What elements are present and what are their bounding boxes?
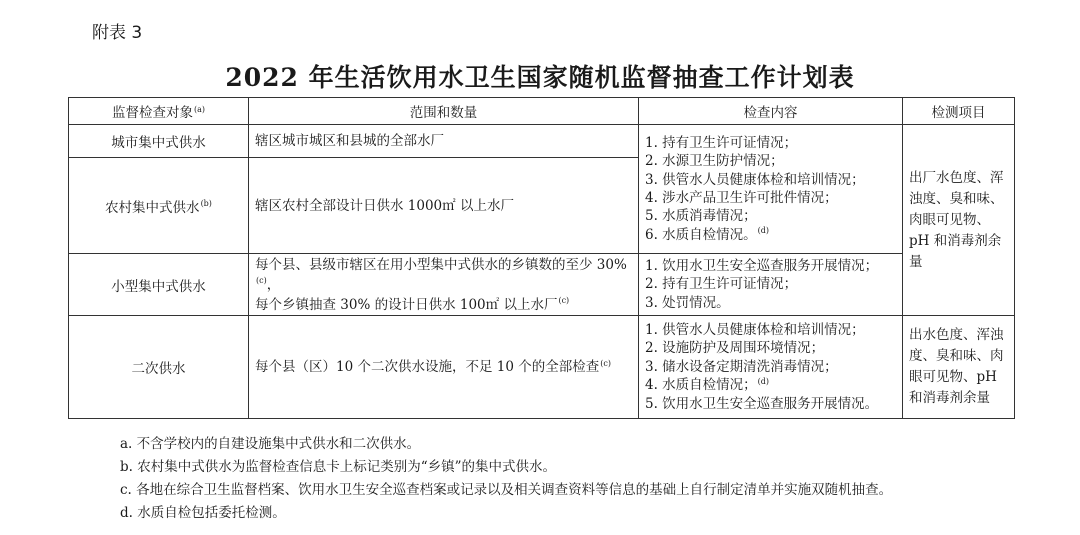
content-line: 5. 水质消毒情况；	[645, 208, 757, 225]
items-cell: 出水色度、浑浊度、臭和味、肉眼可见物、pH 和消毒剂余量	[903, 316, 1015, 419]
content-line: 2. 设施防护及周围环境情况；	[645, 340, 825, 357]
object-cell: 二次供水	[69, 316, 249, 419]
content-line-text: 6. 水质自检情况。	[645, 226, 757, 243]
content-cell	[639, 125, 903, 254]
scope-cell	[249, 254, 639, 316]
content-line: 5. 饮用水卫生安全巡查服务开展情况。	[645, 395, 879, 412]
content-line-text: 4. 水质自检情况；	[645, 377, 757, 394]
header-items: 检测项目	[903, 98, 1015, 125]
header-content: 检查内容	[639, 98, 903, 125]
scope-cell	[249, 316, 639, 419]
content-line: 3. 处罚情况。	[645, 294, 730, 311]
content-line: 3. 供管水人员健康体检和培训情况；	[645, 171, 865, 188]
object-cell: 小型集中式供水	[69, 254, 249, 316]
content-line: 3. 储水设备定期清洗消毒情况；	[645, 358, 838, 375]
content-line	[645, 376, 896, 394]
footnote-item: c. 各地在综合卫生监督档案、饮用水卫生安全巡查档案或记录以及相关调查资料等信息的基础上自行制定清单并实施双随机抽查。	[120, 482, 893, 498]
header-object-note: (a)	[193, 104, 205, 114]
header-object	[69, 98, 249, 125]
footnotes	[120, 433, 892, 525]
object-cell	[69, 158, 249, 254]
content-cell	[639, 316, 903, 419]
table-header-row	[69, 98, 1015, 125]
footnote-marker: (d)	[757, 226, 770, 236]
table-row	[69, 125, 1015, 158]
content-line: 1. 持有卫生许可证情况；	[645, 134, 798, 151]
table-row	[69, 254, 1015, 316]
footnote-item: d. 水质自检包括委托检测。	[120, 505, 286, 521]
footnote-marker: (b)	[200, 199, 212, 208]
object-cell: 城市集中式供水	[69, 125, 249, 158]
content-line: 1. 供管水人员健康体检和培训情况；	[645, 321, 865, 338]
scope-line-text: 每个县、县级市辖区在用小型集中式供水的乡镇数的至少 30%	[255, 256, 627, 273]
footnote-item: a. 不含学校内的自建设施集中式供水和二次供水。	[120, 436, 421, 452]
attachment-label: 附表 3	[92, 23, 143, 43]
scope-line	[255, 255, 632, 295]
object-label: 农村集中式供水	[105, 199, 200, 216]
footnote-marker: (d)	[757, 376, 770, 386]
content-cell	[639, 254, 903, 316]
footnote-marker: (c)	[256, 276, 267, 285]
header-object-label: 监督检查对象	[111, 105, 193, 121]
footnote-marker: (c)	[600, 358, 611, 368]
content-line	[645, 226, 896, 244]
content-line: 4. 涉水产品卫生许可批件情况；	[645, 190, 838, 206]
table-row	[69, 316, 1015, 419]
page-title: 2022 年生活饮用水卫生国家随机监督抽查工作计划表	[225, 63, 855, 92]
items-cell: 出厂水色度、浑浊度、臭和味、肉眼可见物、pH 和消毒剂余量	[903, 125, 1015, 316]
scope-cell: 辖区农村全部设计日供水 1000㎡ 以上水厂	[249, 158, 639, 254]
scope-line-punct: ，	[266, 276, 281, 293]
plan-table	[68, 97, 1015, 419]
content-line: 2. 水源卫生防护情况；	[645, 153, 784, 170]
scope-line	[255, 295, 632, 315]
content-line: 1. 饮用水卫生安全巡查服务开展情况；	[645, 257, 879, 274]
header-scope: 范围和数量	[249, 98, 639, 125]
scope-cell: 辖区城市城区和县城的全部水厂	[249, 125, 639, 158]
content-line: 2. 持有卫生许可证情况；	[645, 276, 798, 293]
scope-line-text: 每个乡镇抽查 30% 的设计日供水 100㎡ 以上水厂	[255, 296, 558, 313]
footnote-marker: (c)	[558, 296, 570, 305]
footnote-item: b. 农村集中式供水为监督检查信息卡上标记类别为“乡镇”的集中式供水。	[120, 459, 557, 475]
scope-line-text: 每个县（区）10 个二次供水设施，不足 10 个的全部检查	[255, 359, 600, 375]
